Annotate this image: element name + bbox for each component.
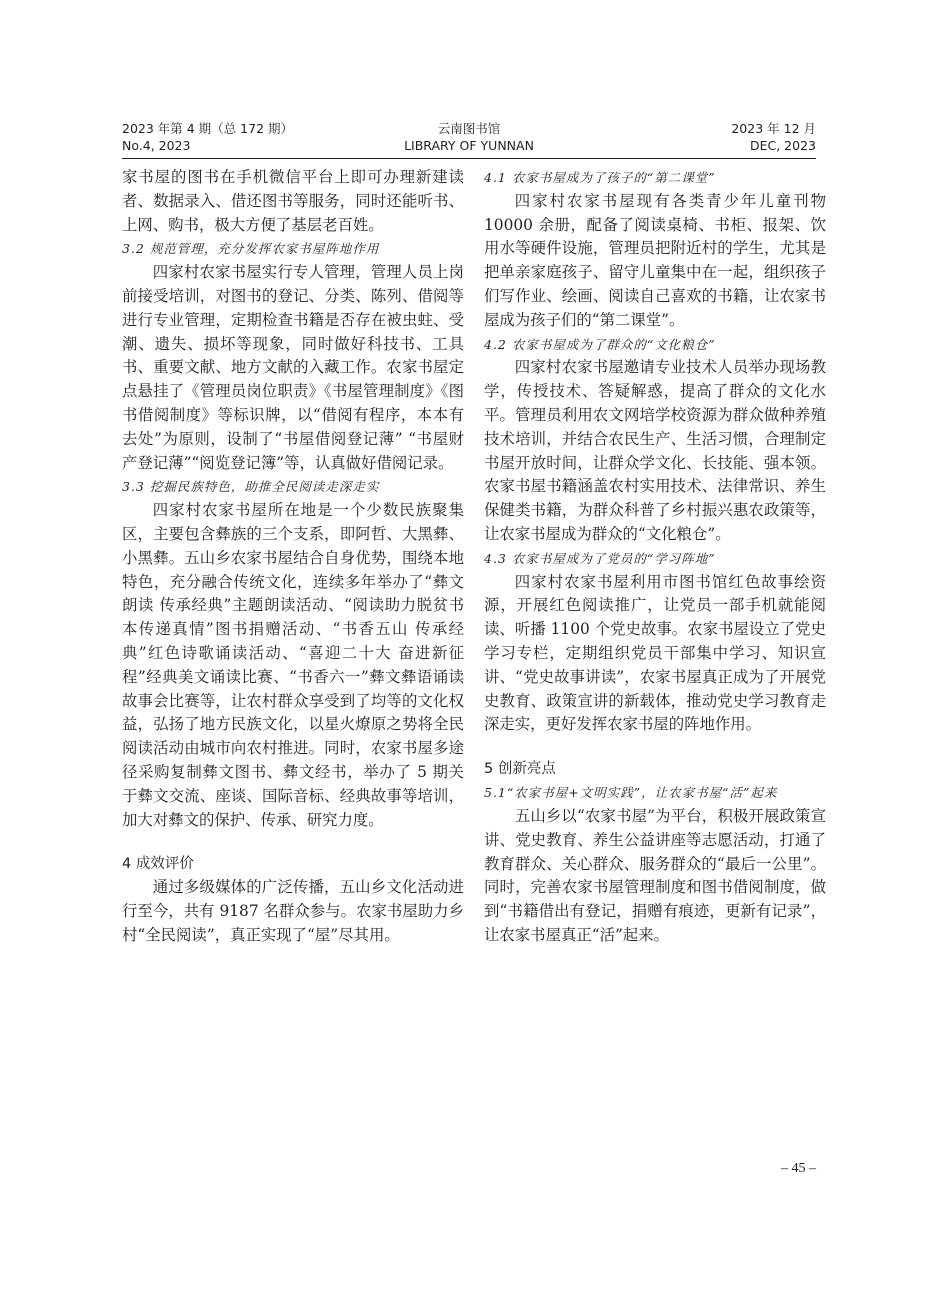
section-heading-5: 5 创新亮点 xyxy=(484,761,556,778)
journal-date-en: DEC, 2023 xyxy=(749,138,816,153)
section-heading-4: 4 成效评价 xyxy=(122,856,194,873)
journal-date xyxy=(731,120,816,154)
page-header xyxy=(122,120,816,160)
subheading-5-1: 5.1“农家书屋+文明实践”，让农家书屋“活”起来 xyxy=(484,785,778,801)
paragraph-5-1: 五山乡以“农家书屋”为平台，积极开展政策宣讲、党史教育、养生公益讲座等志愿活动，打通了教育群众、关心群众、服务群众的“最后一公里”。同时，完善农家书屋管理制度和图书借阅制度，做到“书籍借出有登记，捐赠有痕迹，更新有记录”，让农家书屋真正“活”起来。 xyxy=(484,806,826,944)
subheading-4-2: 4.2 农家书屋成为了群众的“文化粮仓” xyxy=(484,336,716,352)
header-divider xyxy=(122,158,816,159)
paragraph-continued: 家书屋的图书在手机微信平台上即可办理新建读者、数据录入、借还图书等服务，同时还能听书、上网、购书，极大方便了基层老百姓。 xyxy=(122,168,464,234)
left-column xyxy=(122,166,464,948)
subheading-3-3: 3.3 挖掘民族特色，助推全民阅读走深走实 xyxy=(122,479,380,495)
journal-title-cn: 云南图书馆 xyxy=(437,121,501,136)
journal-date-cn: 2023 年 12 月 xyxy=(731,121,816,136)
paragraph-3-3: 四家村农家书屋所在地是一个少数民族聚集区，主要包含彝族的三个支系，即阿哲、大黑彝、小黑彝。五山乡农家书屋结合自身优势，围绕本地特色，充分融合传统文化，连续多年举办了“彝文朗读 传承经典”主题朗读活动、“阅读助力脱贫书本传递真情”图书捐赠活动、“书香五山 传承经典”红色诗歌诵读活动、“喜迎二十大 奋进新征程”经典美文诵读比赛、“书香六一”彝文彝语诵读故事会比赛等，让农村群众享受到了均等的文化权益，弘扬了地方民族文化，以星火燎原之势将全民阅读活动由城市向农村推进。同时，农家书屋多途径采购复制彝文图书、彝文经书，举办了 5 期关于彝文交流、座谈、国际音标、经典故事等培训，加大对彝文的保护、传承、研究力度。 xyxy=(122,501,464,829)
paragraph-3-2: 四家村农家书屋实行专人管理，管理人员上岗前接受培训，对图书的登记、分类、陈列、借阅等进行专业管理，定期检查书籍是否存在被虫蛀、受潮、遗失、损坏等现象，同时做好科技书、工具书、重要文献、地方文献的入藏工作。农家书屋定点悬挂了《管理员岗位职责》《书屋管理制度》《图书借阅制度》等标识牌，以“借阅有程序，本本有去处”为原则，设制了“书屋借阅登记薄” “书屋财产登记薄”“阅览登记簿”等，认真做好借阅记录。 xyxy=(122,263,464,472)
journal-issue-cn: 2023 年第 4 期（总 172 期） xyxy=(122,121,293,136)
page-number: – 45 – xyxy=(781,1161,816,1176)
journal-issue-en: No.4, 2023 xyxy=(122,138,191,153)
subheading-4-1: 4.1 农家书屋成为了孩子的“第二课堂” xyxy=(484,170,716,185)
journal-title xyxy=(122,120,816,154)
subheading-3-2: 3.2 规范管理，充分发挥农家书屋阵地作用 xyxy=(122,241,380,257)
paragraph-4-3: 四家村农家书屋利用市图书馆红色故事绘资源，开展红色阅读推广，让党员一部手机就能阅读、听播 1100 个党史故事。农家书屋设立了党史学习专栏，定期组织党员干部集中学习、知识宣讲、“党史故事讲读”，农家书屋真正成为了开展党史教育、政策宣讲的新载体，推动党史学习教育走深走实，更好发挥农家书屋的阵地作用。 xyxy=(484,572,826,734)
paragraph-4-2: 四家村农家书屋邀请专业技术人员举办现场教学，传授技术、答疑解惑，提高了群众的文化水平。管理员利用农文网培学校资源为群众做种养殖技术培训，并结合农民生产、生活习惯，合理制定书屋开放时间，让群众学文化、长技能、强本领。农家书屋书籍涵盖农村实用技术、法律常识、养生保健类书籍，为群众科普了乡村振兴惠农政策等，让农家书屋成为群众的“文化粮仓”。 xyxy=(484,358,826,543)
paragraph-4-1: 四家村农家书屋现有各类青少年儿童刊物 10000 余册，配备了阅读桌椅、书柜、报架、饮用水等硬件设施，管理员把附近村的学生，尤其是把单亲家庭孩子、留守儿童集中在一起，组织孩子们写作业、绘画、阅读自己喜欢的书籍，让农家书屋成为孩子们的“第二课堂”。 xyxy=(484,191,826,329)
right-column xyxy=(484,166,826,948)
subheading-4-3: 4.3 农家书屋成为了党员的“学习阵地” xyxy=(484,550,716,566)
journal-title-en: LIBRARY OF YUNNAN xyxy=(404,138,534,153)
paragraph-4: 通过多级媒体的广泛传播，五山乡文化活动进行至今，共有 9187 名群众参与。农家书屋助力乡村“全民阅读”，真正实现了“屋”尽其用。 xyxy=(122,878,464,944)
